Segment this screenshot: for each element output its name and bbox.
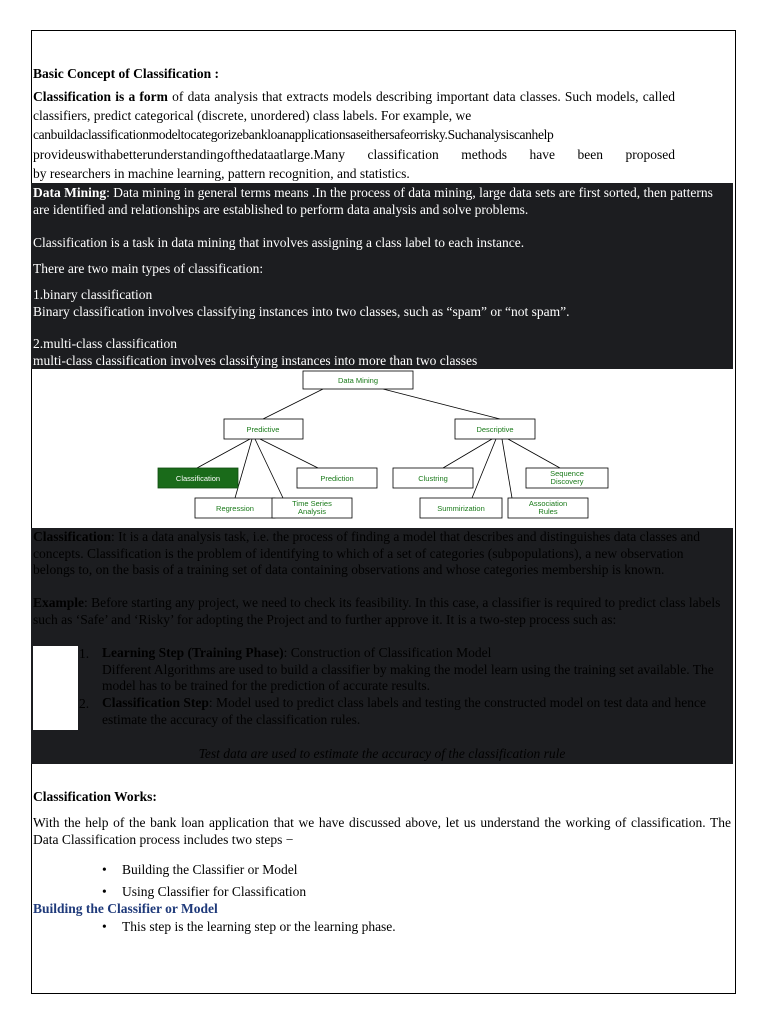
classification-definition <box>33 529 723 579</box>
label-descriptive: Descriptive <box>476 425 514 434</box>
intro-line-4: provideuswithabetterunderstandingofthedataatlarge.Many classification methods have been proposed <box>33 147 675 162</box>
binary-desc: Binary classification involves classifying instances into two classes, such as “spam” or “not spam”. <box>33 304 570 319</box>
bullet-icon: • <box>102 862 107 877</box>
step1-rest: : Construction of Classification Model <box>283 645 492 660</box>
intro-paragraph <box>33 88 675 125</box>
label-clustring: Clustring <box>418 474 448 483</box>
step2-number: 2. <box>79 696 90 711</box>
label-data-mining: Data Mining <box>337 376 379 385</box>
label-time-series: Time Series <box>292 499 332 508</box>
example-text: : Before starting any project, we need to check its feasibility. In this case, a classifier is required to predict class labels such as ‘Safe’ and ‘Risky’ for adopting the Project and to further approve it. It is a two-step process such as: <box>33 595 721 627</box>
types-intro: There are two main types of classification: <box>33 261 264 276</box>
classification-text: : It is a data analysis task, i.e. the process of finding a model that describes and distinguishes data classes and concepts. Classification is the problem of identifying to which of a set of categories (subpopulations), a new observation belongs to, on the basis of a training set of data containing observations and whose categories membership is known. <box>33 529 700 577</box>
label-sequence: Sequence <box>550 469 584 478</box>
data-mining-text: : Data mining in general terms means .In the process of data mining, large data sets are first sorted, then patterns are identified and relationships are established to perform data analysis and solve problems. <box>33 185 713 217</box>
bullet-icon: • <box>102 919 107 934</box>
works-paragraph: With the help of the bank loan application that we have discussed above, let us understand the working of classification. The Data Classification process includes two steps − <box>33 815 731 847</box>
step2-title: Classification Step <box>102 695 209 710</box>
step1-item <box>102 645 724 695</box>
step1-desc: Different Algorithms are used to build a classifier by making the model learn using the training set available. The model has to be trained for the prediction of accurate results. <box>102 661 714 693</box>
intro-bold-lead: Classification is a form <box>33 89 168 104</box>
intro-line-3: canbuildaclassificationmodeltocategorizebankloanapplicationsaseithersafeorrisky.Suchanalysiscanhelp <box>33 127 554 142</box>
step2-item <box>102 695 724 728</box>
section-title-classification-works: Classification Works: <box>33 789 157 804</box>
label-analysis: Analysis <box>298 507 326 516</box>
list-item <box>102 884 307 900</box>
binary-title: 1.binary classification <box>33 287 153 302</box>
data-mining-term: Data Mining <box>33 185 107 200</box>
label-classification: Classification <box>175 474 221 483</box>
bullet-icon: • <box>102 884 107 899</box>
example-paragraph <box>33 595 723 628</box>
data-mining-tree-diagram <box>150 370 620 520</box>
white-patch <box>33 646 78 730</box>
label-predictive: Predictive <box>246 425 280 434</box>
intro-text: of data analysis that extracts models describing important data classes. Such models, called classifiers, predict categorical (discrete, unordered) class labels. For example, we <box>33 89 675 123</box>
section-title-basic-concept: Basic Concept of Classification : <box>33 66 219 81</box>
data-mining-block <box>31 183 733 369</box>
step1-number: 1. <box>79 646 90 661</box>
diagram-connectors <box>197 389 560 498</box>
figure-caption: Test data are used to estimate the accuracy of the classification rule <box>198 746 566 761</box>
label-summirization: Summirization <box>437 504 485 513</box>
label-regression: Regression <box>216 504 254 513</box>
bullet-text: Using Classifier for Classification <box>122 884 307 899</box>
example-term: Example <box>33 595 85 610</box>
task-sentence: Classification is a task in data mining that involves assigning a class label to each instance. <box>33 235 525 250</box>
bullet-text: Building the Classifier or Model <box>122 862 298 877</box>
label-rules: Rules <box>538 507 558 516</box>
list-item <box>102 919 396 935</box>
classification-block <box>31 528 733 764</box>
multiclass-desc: multi-class classification involves classifying instances into more than two classes <box>33 353 478 368</box>
label-association: Association <box>528 499 568 508</box>
list-item <box>102 862 298 878</box>
multiclass-title: 2.multi-class classification <box>33 336 177 351</box>
label-discovery: Discovery <box>550 477 584 486</box>
subheading-building-classifier: Building the Classifier or Model <box>33 901 218 916</box>
data-mining-definition <box>33 184 723 218</box>
classification-term: Classification <box>33 529 112 544</box>
label-prediction: Prediction <box>320 474 354 483</box>
step1-title: Learning Step (Training Phase) <box>102 645 284 660</box>
bullet-text: This step is the learning step or the learning phase. <box>122 919 396 934</box>
intro-line-5: by researchers in machine learning, pattern recognition, and statistics. <box>33 166 410 181</box>
step2-rest: : Model used to predict class labels and testing the constructed model on test data and hence estimate the accuracy of the classification rules. <box>102 695 706 727</box>
